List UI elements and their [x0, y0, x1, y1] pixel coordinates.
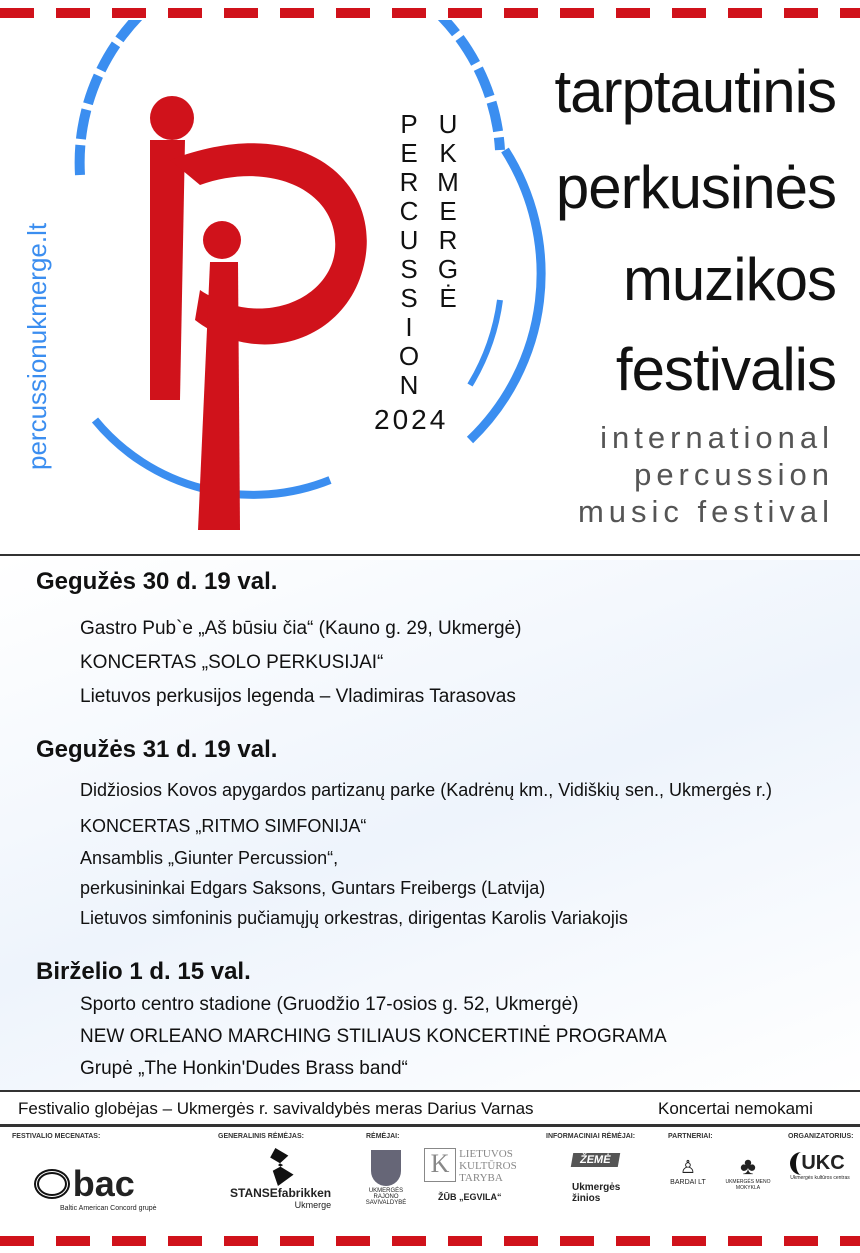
logo-ukmerge-vertical: [433, 110, 463, 313]
logo-letter: E: [439, 196, 457, 226]
patron-text: Festivalio globėjas – Ukmergės r. savivaldybės meras Darius Varnas: [18, 1099, 534, 1118]
divider: [0, 1090, 860, 1092]
event-line: Grupė „The Honkin'Dudes Brass band“: [80, 1058, 408, 1079]
blue-arc-right-2: [470, 300, 500, 385]
event-line: Sporto centro stadione (Gruodžio 17-osios g. 52, Ukmergė): [80, 994, 579, 1015]
event-heading: Gegužės 31 d. 19 val.: [36, 736, 278, 763]
logo-letter: Ė: [439, 283, 457, 313]
event-line: Didžiosios Kovos apygardos partizanų parke (Kadrėnų km., Vidiškių sen., Ukmergės r.): [80, 780, 772, 800]
title-line-2: perkusinės: [555, 154, 836, 221]
logo-letter: O: [398, 341, 420, 371]
event-heading: Birželio 1 d. 15 val.: [36, 958, 251, 985]
logo-year: 2024: [374, 404, 449, 435]
stanse-logo: STANSEfabrikken Ukmerge: [230, 1148, 331, 1210]
event-line: KONCERTAS „SOLO PERKUSIJAI“: [80, 652, 384, 673]
subtitle-line-2: percussion: [634, 457, 834, 492]
event-line: Ansamblis „Giunter Percussion“,: [80, 848, 339, 868]
municipality-logo: UKMERGĖS RAJONO SAVIVALDYBĖ: [362, 1150, 410, 1206]
title-line-4: festivalis: [615, 336, 836, 403]
ukmerges-zinios-logo: Ukmergės žinios: [572, 1182, 621, 1204]
tree-icon: ♣: [740, 1153, 756, 1180]
logo-letter: I: [405, 312, 413, 342]
logo-letter: S: [400, 283, 418, 313]
sponsor-label: ORGANIZATORIUS:: [788, 1133, 854, 1140]
event-line: Lietuvos simfoninis pučiamųjų orkestras, dirigentas Karolis Variakojis: [80, 908, 628, 928]
sponsor-label: RĖMĖJAI:: [366, 1133, 400, 1140]
logo-letter: K: [439, 138, 457, 168]
subtitle-line-1: international: [600, 420, 834, 455]
event-line: perkusininkai Edgars Saksons, Guntars Freibergs (Latvija): [80, 878, 546, 898]
sponsor-label: INFORMACINIAI RĖMĖJAI:: [546, 1133, 636, 1140]
logo-letter: R: [399, 167, 419, 197]
ukc-logo: UKC Ukmergės kultūros centras: [790, 1152, 850, 1181]
logo-letter: G: [437, 254, 459, 284]
logo-letter: C: [399, 196, 419, 226]
logo-letter: R: [438, 225, 458, 255]
zeme-logo: ŽEMĖ: [572, 1153, 619, 1167]
event-line: Gastro Pub`e „Aš būsiu čia“ (Kauno g. 29, Ukmergė): [80, 618, 522, 639]
event-line: KONCERTAS „RITMO SIMFONIJA“: [80, 816, 367, 836]
top-border: [0, 8, 860, 18]
sponsor-label: PARTNERIAI:: [668, 1133, 713, 1140]
website-url[interactable]: percussionukmerge.lt: [22, 222, 52, 470]
logo-letter: M: [437, 167, 459, 197]
event-line: NEW ORLEANO MARCHING STILIAUS KONCERTINĖ PROGRAMA: [80, 1026, 667, 1047]
blue-arc-right: [470, 150, 541, 440]
logo-letter: U: [438, 109, 458, 139]
bardai-logo: ♙ BARDAI LT: [664, 1155, 712, 1186]
bardai-icon: ♙: [679, 1157, 697, 1177]
divider: [0, 554, 860, 556]
event-heading: Gegužės 30 d. 19 val.: [36, 568, 278, 595]
free-concerts-text: Koncertai nemokami: [658, 1099, 813, 1118]
event-line: Lietuvos perkusijos legenda – Vladimiras Tarasovas: [80, 686, 516, 707]
divider: [0, 1124, 860, 1127]
title-line-1: tarptautinis: [554, 58, 836, 125]
title-line-3: muzikos: [622, 246, 836, 313]
sponsor-label: FESTIVALIO MECENATAS:: [12, 1133, 101, 1140]
logo-letter: U: [399, 225, 419, 255]
bottom-border: [0, 1236, 860, 1246]
sponsor-label: GENERALINIS RĖMĖJAS:: [218, 1133, 304, 1140]
ltk-logo: K LIETUVOS KULTŪROS TARYBA ŽŪB „EGVILA“: [424, 1148, 523, 1202]
logo-letter: E: [400, 138, 418, 168]
art-school-logo: ♣ UKMERGĖS MENO MOKYKLA: [722, 1155, 774, 1191]
subtitle-line-3: music festival: [577, 494, 834, 529]
logo-letter: P: [400, 109, 418, 139]
logo-letter: N: [399, 370, 419, 400]
logo-percussion-vertical: [394, 110, 424, 400]
logo-letter: S: [400, 254, 418, 284]
festival-logo: [0, 20, 560, 540]
bac-logo: bac Baltic American Concord grupė: [12, 1163, 157, 1212]
